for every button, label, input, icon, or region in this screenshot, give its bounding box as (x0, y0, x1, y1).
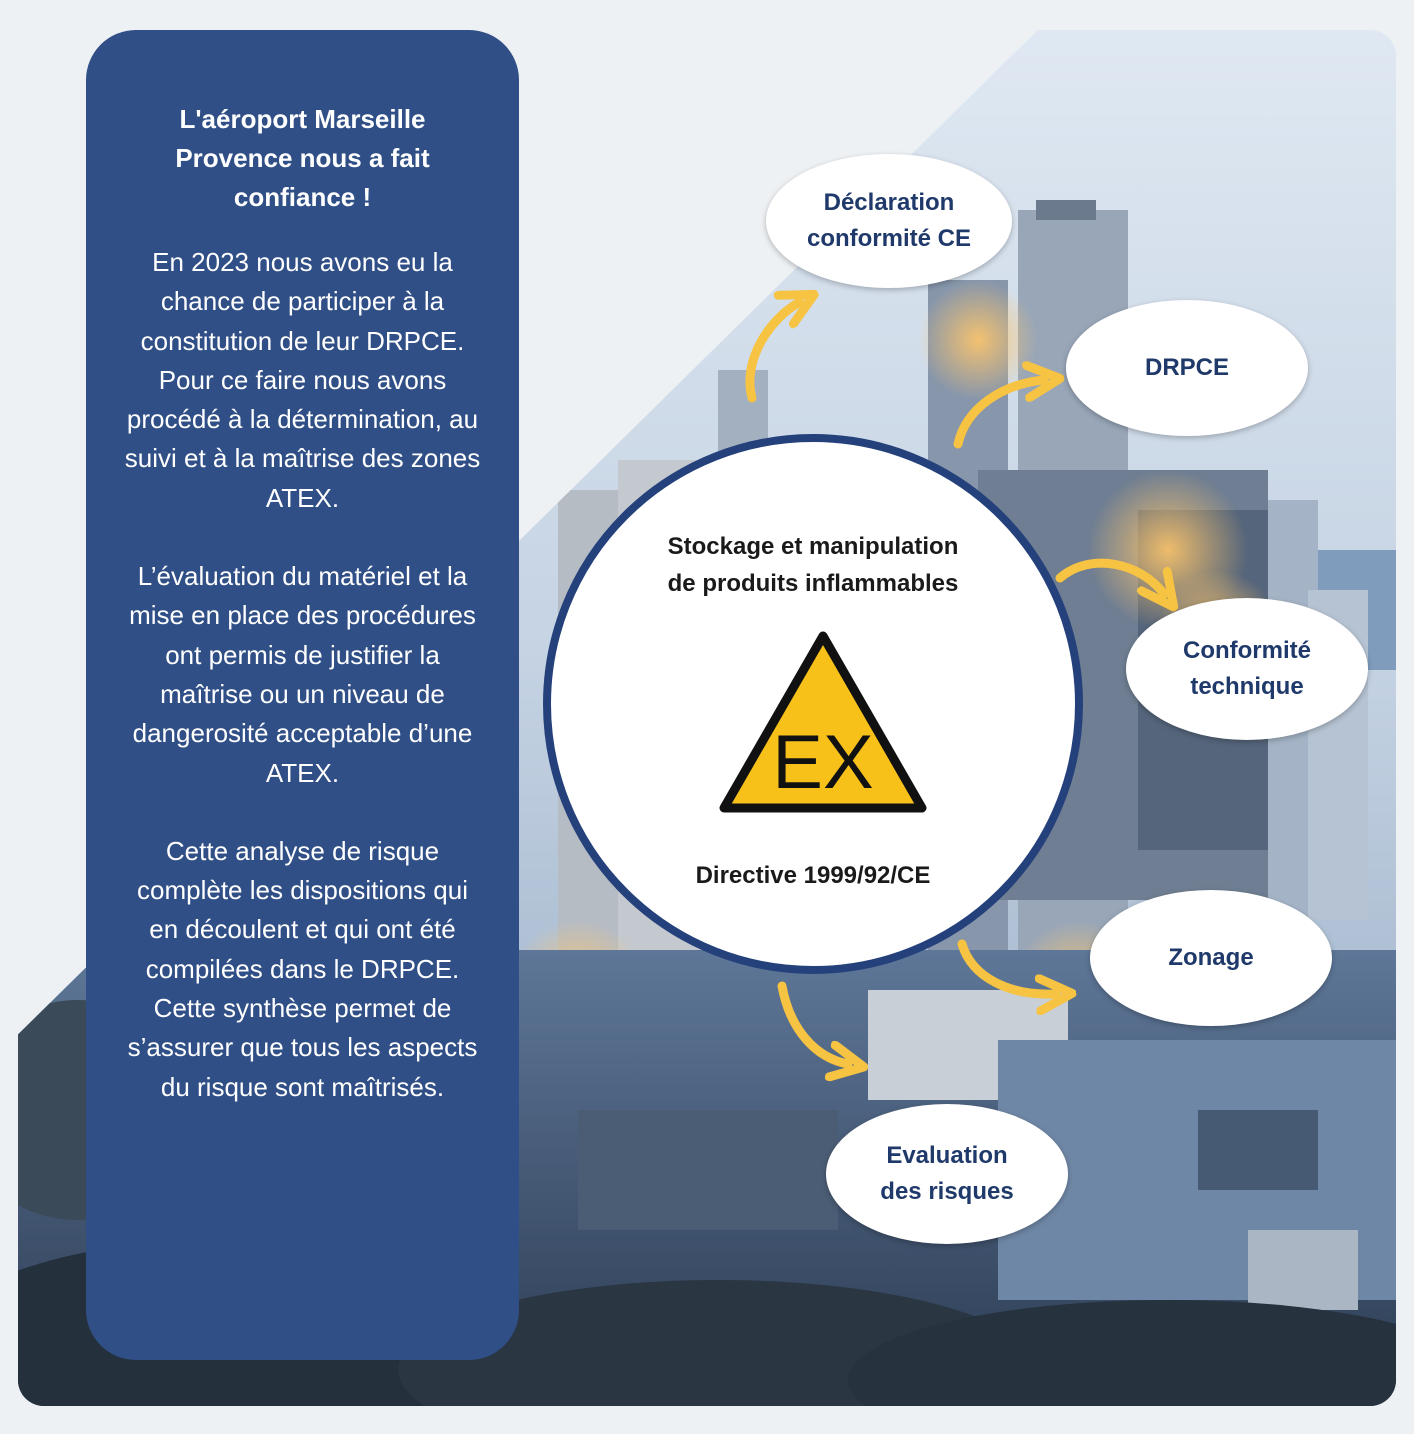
directive-label: Directive 1999/92/CE (695, 862, 931, 889)
text-card (86, 30, 519, 1360)
central-title-line-1: Stockage et manipulation (667, 533, 959, 560)
bubble-zonage (1090, 890, 1332, 1026)
card-paragraph-3: Cette analyse de risque complète les dispositions qui en découlent et qui ont été compilées dans le DRPCE. Cette synthèse permet de s’assurer que tous les aspects du risque sont maîtrisés. (127, 835, 478, 1102)
bubble-declaration-line-1: Déclaration (823, 189, 955, 216)
bubble-evaluation-line-2: des risques (880, 1178, 1014, 1205)
central-title (551, 528, 1075, 602)
bubble-conformite-technique (1126, 598, 1368, 740)
bubble-declaration-conformite (766, 154, 1012, 288)
bubble-declaration-line-2: conformité CE (806, 225, 971, 252)
bubble-evaluation-risques (826, 1104, 1068, 1244)
central-topic-circle (543, 434, 1083, 974)
card-paragraph-1: En 2023 nous avons eu la chance de participer à la constitution de leur DRPCE. Pour ce faire nous avons procédé à la détermination, au suivi et à la maîtrise des zones ATEX. (124, 247, 481, 513)
card-intro: L'aéroport Marseille Provence nous a fait confiance ! (175, 104, 430, 212)
bubble-zonage-label: Zonage (1168, 944, 1254, 971)
card-paragraph-2: L’évaluation du matériel et la mise en place des procédures ont permis de justifier la maîtrise ou un niveau de dangerosité acceptable d’une ATEX. (129, 561, 476, 788)
ex-sign-text: EX (772, 720, 874, 805)
bubble-conformite-line-2: technique (1190, 673, 1304, 700)
bubble-evaluation-line-1: Evaluation (886, 1142, 1008, 1169)
bubble-conformite-line-1: Conformité (1183, 637, 1311, 664)
central-title-line-2: de produits inflammables (667, 570, 959, 597)
explosive-atmosphere-warning-icon (718, 630, 928, 816)
bubble-drpce (1066, 300, 1308, 436)
bubble-drpce-label: DRPCE (1144, 354, 1229, 381)
